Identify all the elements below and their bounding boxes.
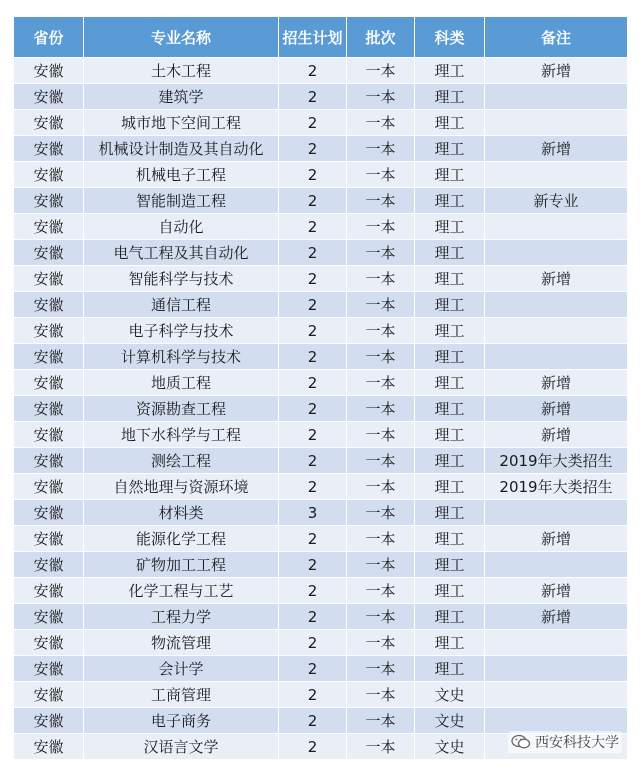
cell-major-name: 工程力学 xyxy=(84,604,279,630)
cell-enrollment-plan: 2 xyxy=(279,266,347,292)
table-body xyxy=(14,58,628,760)
cell-remarks xyxy=(485,500,628,526)
cell-category: 理工 xyxy=(415,110,485,136)
cell-enrollment-plan: 2 xyxy=(279,708,347,734)
table-row xyxy=(14,162,628,188)
cell-batch: 一本 xyxy=(347,396,415,422)
cell-category: 文史 xyxy=(415,682,485,708)
table-row xyxy=(14,656,628,682)
cell-category: 理工 xyxy=(415,500,485,526)
cell-category: 理工 xyxy=(415,656,485,682)
cell-major-name: 机械电子工程 xyxy=(84,162,279,188)
cell-batch: 一本 xyxy=(347,344,415,370)
table-row xyxy=(14,318,628,344)
table-row xyxy=(14,422,628,448)
cell-batch: 一本 xyxy=(347,422,415,448)
cell-enrollment-plan: 2 xyxy=(279,734,347,760)
cell-enrollment-plan: 2 xyxy=(279,188,347,214)
cell-remarks xyxy=(485,708,628,734)
cell-major-name: 电气工程及其自动化 xyxy=(84,240,279,266)
cell-major-name: 测绘工程 xyxy=(84,448,279,474)
cell-batch: 一本 xyxy=(347,266,415,292)
cell-remarks xyxy=(485,318,628,344)
cell-batch: 一本 xyxy=(347,734,415,760)
cell-enrollment-plan: 2 xyxy=(279,656,347,682)
table-row xyxy=(14,396,628,422)
cell-enrollment-plan: 3 xyxy=(279,500,347,526)
cell-major-name: 材料类 xyxy=(84,500,279,526)
cell-major-name: 汉语言文学 xyxy=(84,734,279,760)
cell-batch: 一本 xyxy=(347,708,415,734)
cell-enrollment-plan: 2 xyxy=(279,578,347,604)
table-row xyxy=(14,136,628,162)
cell-enrollment-plan: 2 xyxy=(279,214,347,240)
cell-province: 安徽 xyxy=(14,708,84,734)
cell-remarks xyxy=(485,162,628,188)
cell-enrollment-plan: 2 xyxy=(279,318,347,344)
cell-remarks: 新增 xyxy=(485,578,628,604)
cell-batch: 一本 xyxy=(347,578,415,604)
cell-batch: 一本 xyxy=(347,318,415,344)
cell-category: 理工 xyxy=(415,266,485,292)
table-row xyxy=(14,188,628,214)
cell-province: 安徽 xyxy=(14,578,84,604)
cell-province: 安徽 xyxy=(14,58,84,84)
cell-remarks xyxy=(485,630,628,656)
cell-enrollment-plan: 2 xyxy=(279,110,347,136)
cell-province: 安徽 xyxy=(14,422,84,448)
cell-category: 理工 xyxy=(415,630,485,656)
cell-category: 理工 xyxy=(415,552,485,578)
cell-remarks xyxy=(485,214,628,240)
cell-major-name: 通信工程 xyxy=(84,292,279,318)
cell-enrollment-plan: 2 xyxy=(279,240,347,266)
cell-major-name: 建筑学 xyxy=(84,84,279,110)
cell-batch: 一本 xyxy=(347,162,415,188)
cell-remarks: 新增 xyxy=(485,136,628,162)
cell-remarks xyxy=(485,84,628,110)
table-row xyxy=(14,448,628,474)
cell-province: 安徽 xyxy=(14,214,84,240)
cell-enrollment-plan: 2 xyxy=(279,604,347,630)
cell-province: 安徽 xyxy=(14,292,84,318)
watermark-text: 西安科技大学 xyxy=(535,735,619,751)
table-row xyxy=(14,474,628,500)
cell-remarks: 新增 xyxy=(485,526,628,552)
cell-enrollment-plan: 2 xyxy=(279,552,347,578)
header-remarks: 备注 xyxy=(485,17,628,58)
cell-province: 安徽 xyxy=(14,630,84,656)
cell-remarks xyxy=(485,240,628,266)
cell-province: 安徽 xyxy=(14,474,84,500)
cell-category: 理工 xyxy=(415,240,485,266)
cell-major-name: 智能科学与技术 xyxy=(84,266,279,292)
cell-batch: 一本 xyxy=(347,552,415,578)
cell-category: 理工 xyxy=(415,604,485,630)
cell-province: 安徽 xyxy=(14,734,84,760)
cell-major-name: 电子科学与技术 xyxy=(84,318,279,344)
cell-batch: 一本 xyxy=(347,448,415,474)
cell-province: 安徽 xyxy=(14,500,84,526)
cell-category: 文史 xyxy=(415,734,485,760)
cell-major-name: 物流管理 xyxy=(84,630,279,656)
cell-major-name: 矿物加工工程 xyxy=(84,552,279,578)
cell-major-name: 工商管理 xyxy=(84,682,279,708)
cell-enrollment-plan: 2 xyxy=(279,292,347,318)
cell-batch: 一本 xyxy=(347,58,415,84)
cell-batch: 一本 xyxy=(347,500,415,526)
cell-enrollment-plan: 2 xyxy=(279,136,347,162)
cell-category: 理工 xyxy=(415,84,485,110)
header-batch: 批次 xyxy=(347,17,415,58)
cell-batch: 一本 xyxy=(347,474,415,500)
cell-remarks xyxy=(485,682,628,708)
cell-enrollment-plan: 2 xyxy=(279,84,347,110)
cell-batch: 一本 xyxy=(347,188,415,214)
cell-major-name: 化学工程与工艺 xyxy=(84,578,279,604)
cell-enrollment-plan: 2 xyxy=(279,370,347,396)
cell-enrollment-plan: 2 xyxy=(279,422,347,448)
cell-batch: 一本 xyxy=(347,370,415,396)
cell-province: 安徽 xyxy=(14,162,84,188)
cell-category: 理工 xyxy=(415,370,485,396)
cell-enrollment-plan: 2 xyxy=(279,344,347,370)
cell-province: 安徽 xyxy=(14,604,84,630)
cell-enrollment-plan: 2 xyxy=(279,58,347,84)
cell-major-name: 自动化 xyxy=(84,214,279,240)
cell-enrollment-plan: 2 xyxy=(279,630,347,656)
header-province: 省份 xyxy=(14,17,84,58)
enrollment-plan-table xyxy=(13,16,628,760)
cell-major-name: 土木工程 xyxy=(84,58,279,84)
cell-province: 安徽 xyxy=(14,136,84,162)
table-row xyxy=(14,682,628,708)
cell-remarks xyxy=(485,292,628,318)
cell-enrollment-plan: 2 xyxy=(279,682,347,708)
cell-batch: 一本 xyxy=(347,656,415,682)
cell-batch: 一本 xyxy=(347,84,415,110)
cell-major-name: 地质工程 xyxy=(84,370,279,396)
cell-category: 理工 xyxy=(415,58,485,84)
cell-category: 理工 xyxy=(415,214,485,240)
cell-remarks xyxy=(485,110,628,136)
cell-category: 理工 xyxy=(415,422,485,448)
cell-batch: 一本 xyxy=(347,214,415,240)
cell-category: 理工 xyxy=(415,318,485,344)
cell-batch: 一本 xyxy=(347,682,415,708)
table-row xyxy=(14,370,628,396)
cell-province: 安徽 xyxy=(14,370,84,396)
cell-remarks: 新专业 xyxy=(485,188,628,214)
header-enrollment-plan: 招生计划 xyxy=(279,17,347,58)
table-row xyxy=(14,552,628,578)
table-row xyxy=(14,500,628,526)
cell-remarks: 新增 xyxy=(485,396,628,422)
cell-remarks xyxy=(485,552,628,578)
table-row xyxy=(14,240,628,266)
cell-major-name: 机械设计制造及其自动化 xyxy=(84,136,279,162)
table-row xyxy=(14,84,628,110)
cell-category: 理工 xyxy=(415,396,485,422)
cell-major-name: 资源勘查工程 xyxy=(84,396,279,422)
cell-enrollment-plan: 2 xyxy=(279,162,347,188)
cell-category: 理工 xyxy=(415,344,485,370)
cell-major-name: 能源化学工程 xyxy=(84,526,279,552)
cell-batch: 一本 xyxy=(347,136,415,162)
table-row xyxy=(14,578,628,604)
cell-major-name: 会计学 xyxy=(84,656,279,682)
cell-category: 理工 xyxy=(415,136,485,162)
cell-province: 安徽 xyxy=(14,266,84,292)
table-row xyxy=(14,604,628,630)
watermark xyxy=(508,731,622,753)
cell-enrollment-plan: 2 xyxy=(279,474,347,500)
cell-major-name: 城市地下空间工程 xyxy=(84,110,279,136)
table-row xyxy=(14,526,628,552)
table-row xyxy=(14,708,628,734)
cell-province: 安徽 xyxy=(14,84,84,110)
cell-enrollment-plan: 2 xyxy=(279,526,347,552)
cell-category: 理工 xyxy=(415,292,485,318)
cell-province: 安徽 xyxy=(14,318,84,344)
table-row xyxy=(14,110,628,136)
header-category: 科类 xyxy=(415,17,485,58)
cell-batch: 一本 xyxy=(347,630,415,656)
cell-province: 安徽 xyxy=(14,448,84,474)
table-header-row xyxy=(14,17,628,58)
cell-province: 安徽 xyxy=(14,110,84,136)
cell-batch: 一本 xyxy=(347,604,415,630)
table-row xyxy=(14,344,628,370)
cell-batch: 一本 xyxy=(347,292,415,318)
cell-province: 安徽 xyxy=(14,344,84,370)
cell-province: 安徽 xyxy=(14,682,84,708)
cell-province: 安徽 xyxy=(14,526,84,552)
cell-enrollment-plan: 2 xyxy=(279,396,347,422)
table-row xyxy=(14,58,628,84)
cell-major-name: 智能制造工程 xyxy=(84,188,279,214)
cell-category: 理工 xyxy=(415,526,485,552)
cell-province: 安徽 xyxy=(14,552,84,578)
cell-category: 理工 xyxy=(415,188,485,214)
cell-major-name: 地下水科学与工程 xyxy=(84,422,279,448)
cell-category: 理工 xyxy=(415,448,485,474)
cell-province: 安徽 xyxy=(14,188,84,214)
cell-category: 理工 xyxy=(415,578,485,604)
cell-enrollment-plan: 2 xyxy=(279,448,347,474)
cell-remarks: 新增 xyxy=(485,370,628,396)
table-row xyxy=(14,214,628,240)
cell-major-name: 计算机科学与技术 xyxy=(84,344,279,370)
header-major-name: 专业名称 xyxy=(84,17,279,58)
cell-remarks: 新增 xyxy=(485,266,628,292)
cell-major-name: 电子商务 xyxy=(84,708,279,734)
cell-remarks: 新增 xyxy=(485,422,628,448)
cell-remarks: 新增 xyxy=(485,604,628,630)
table-row xyxy=(14,292,628,318)
cell-province: 安徽 xyxy=(14,396,84,422)
table-row xyxy=(14,266,628,292)
wechat-icon xyxy=(511,734,531,750)
cell-remarks xyxy=(485,656,628,682)
cell-remarks: 2019年大类招生 xyxy=(485,448,628,474)
cell-category: 理工 xyxy=(415,474,485,500)
cell-remarks: 新增 xyxy=(485,58,628,84)
table-row xyxy=(14,630,628,656)
cell-remarks: 2019年大类招生 xyxy=(485,474,628,500)
cell-batch: 一本 xyxy=(347,240,415,266)
cell-batch: 一本 xyxy=(347,110,415,136)
cell-province: 安徽 xyxy=(14,656,84,682)
cell-category: 文史 xyxy=(415,708,485,734)
cell-major-name: 自然地理与资源环境 xyxy=(84,474,279,500)
cell-remarks xyxy=(485,344,628,370)
cell-batch: 一本 xyxy=(347,526,415,552)
cell-category: 理工 xyxy=(415,162,485,188)
cell-province: 安徽 xyxy=(14,240,84,266)
